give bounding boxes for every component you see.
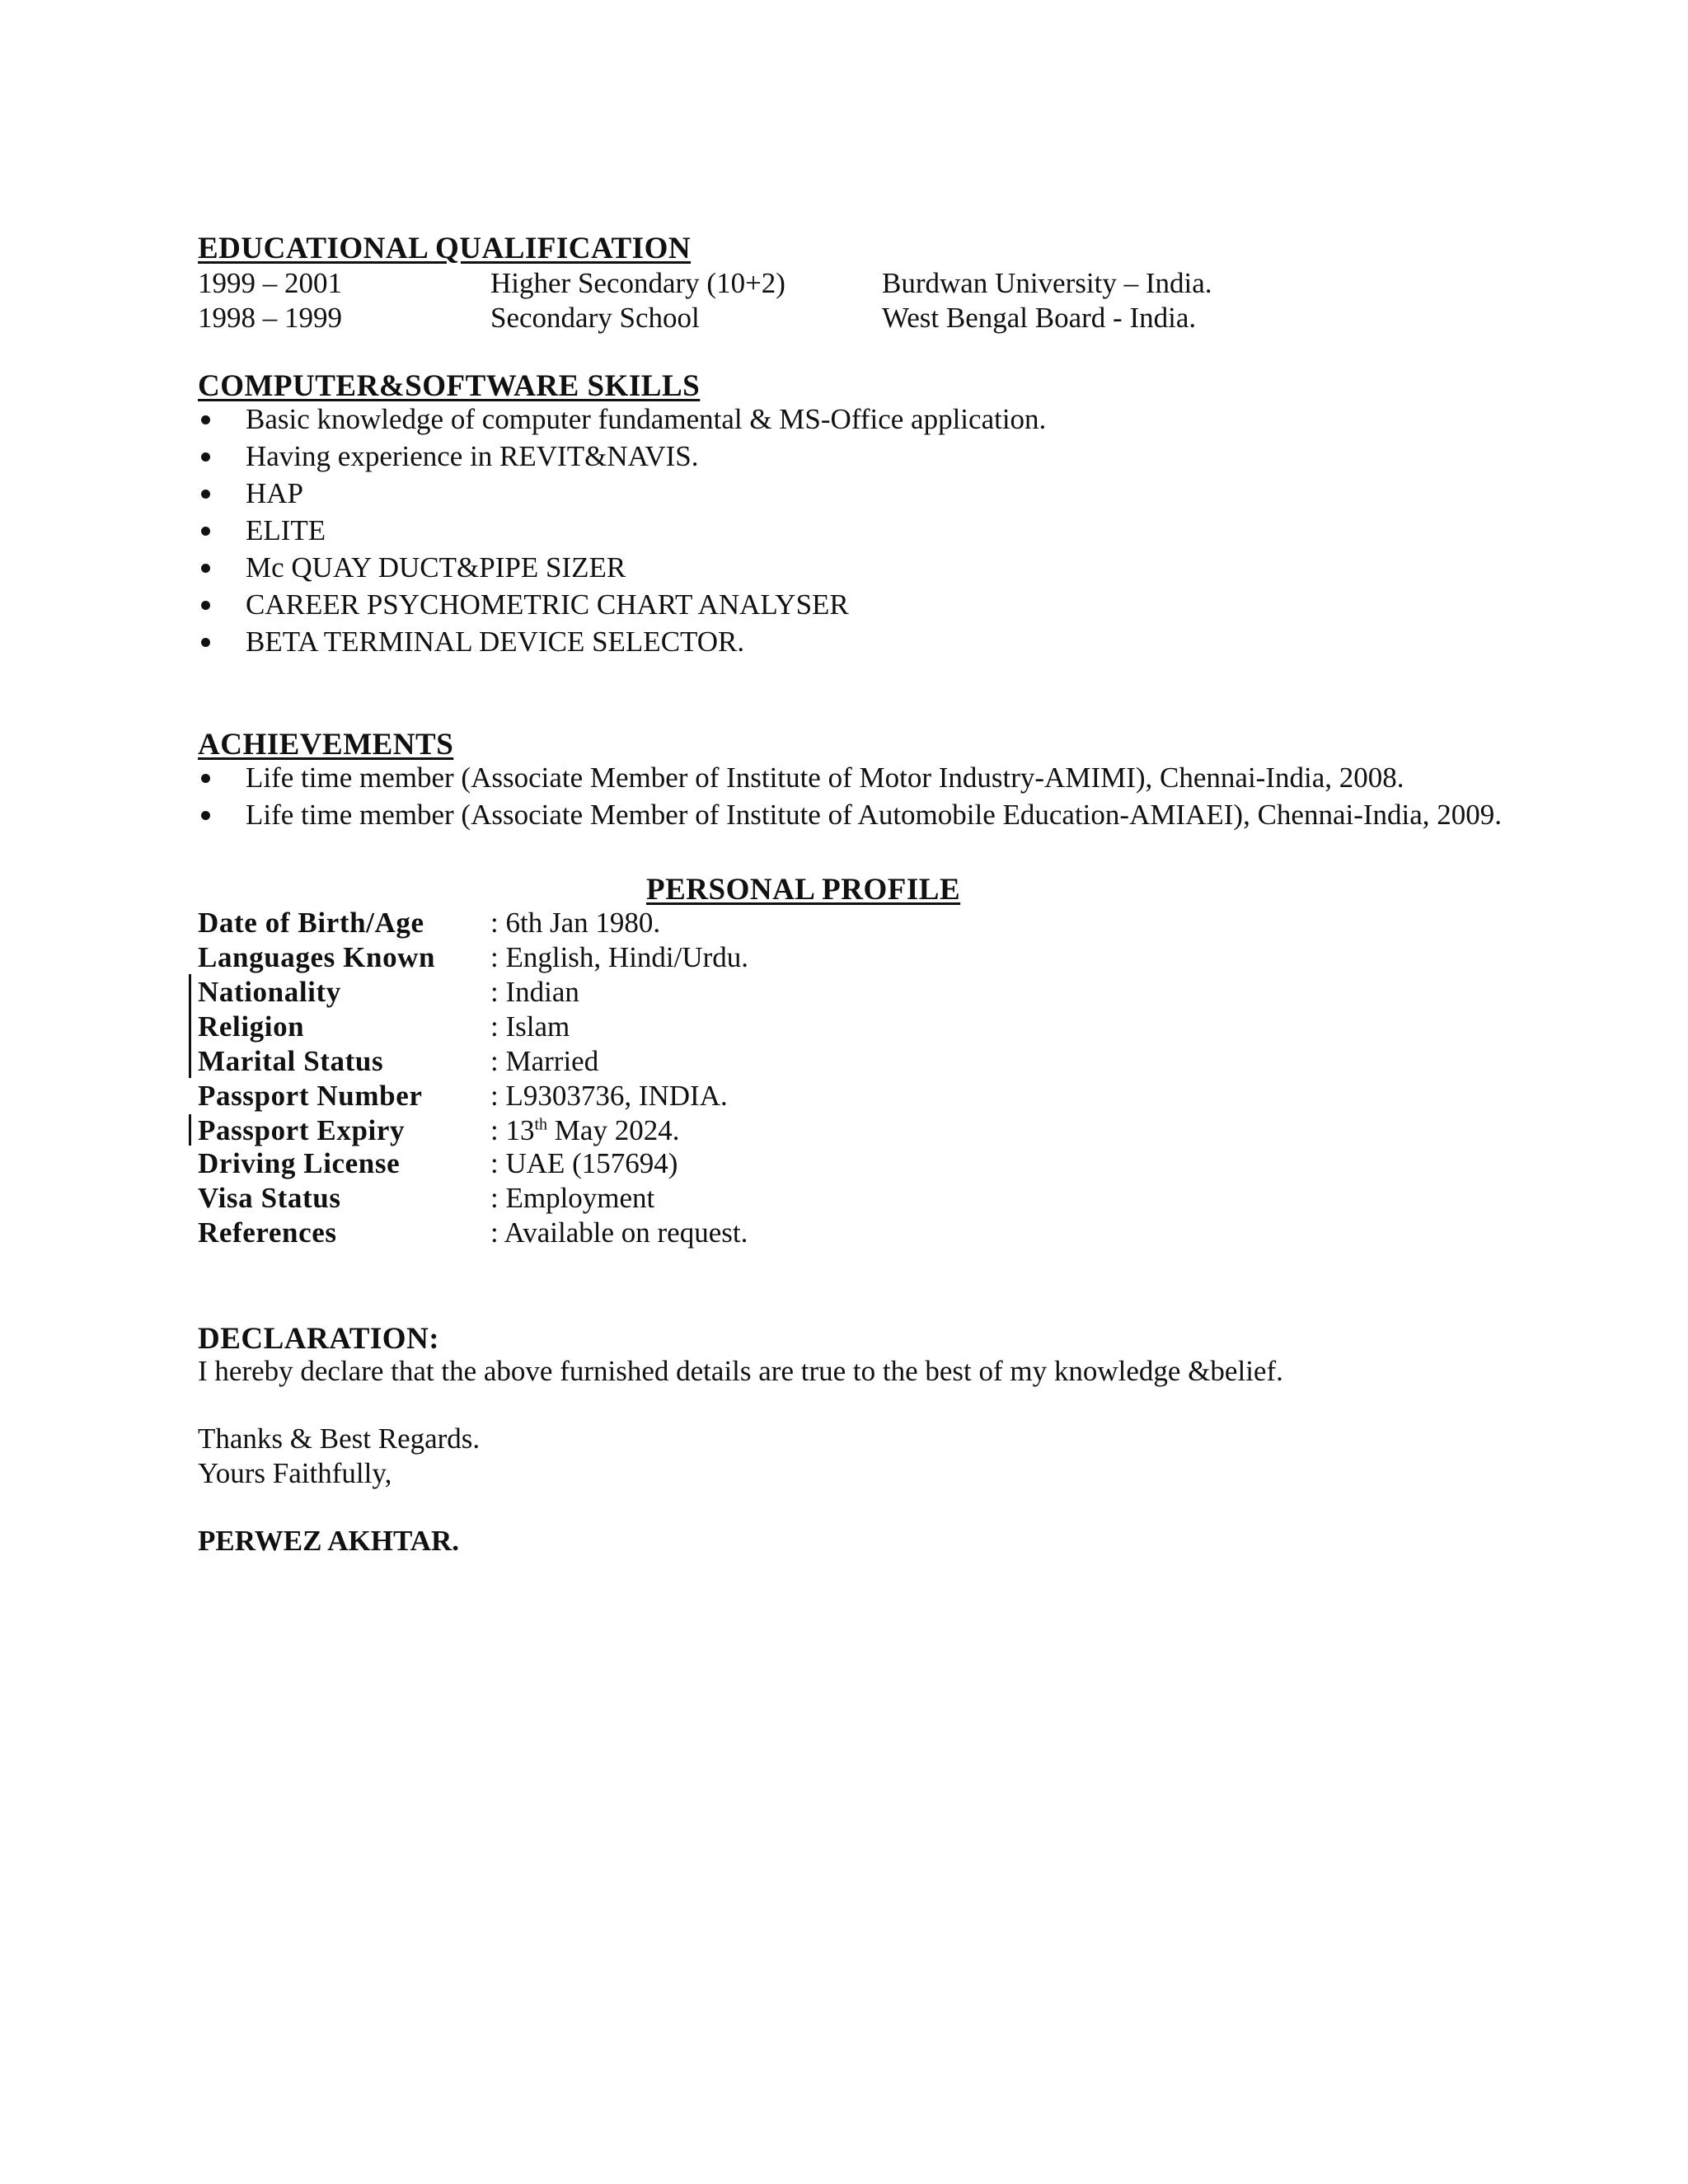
profile-label: Passport Expiry (198, 1114, 406, 1146)
profile-value: : Employment (490, 1182, 655, 1214)
profile-value: : L9303736, INDIA. (490, 1080, 728, 1112)
list-item: HAP (198, 475, 1046, 512)
education-heading: EDUCATIONAL QUALIFICATION (198, 232, 692, 265)
profile-label: Visa Status (198, 1182, 341, 1214)
list-item: Mc QUAY DUCT&PIPE SIZER (198, 549, 1046, 586)
profile-label: Driving License (198, 1147, 401, 1179)
margin-marker (189, 1114, 191, 1146)
education-institution: Burdwan University – India. (882, 267, 1212, 299)
profile-label: Date of Birth/Age (198, 907, 424, 939)
profile-value: : Indian (490, 976, 579, 1008)
signature-name: PERWEZ AKHTAR. (198, 1525, 460, 1557)
profile-label: References (198, 1216, 337, 1249)
list-item: Having experience in REVIT&NAVIS. (198, 438, 1046, 475)
list-item: BETA TERMINAL DEVICE SELECTOR. (198, 623, 1046, 660)
list-item: Life time member (Associate Member of Institute of Motor Industry-AMIMI), Chennai-India, 2008. (198, 759, 1508, 796)
achievements-list (198, 759, 1508, 833)
closing-regards: Thanks & Best Regards. (198, 1422, 481, 1455)
profile-value: : 6th Jan 1980. (490, 907, 661, 939)
profile-value: : English, Hindi/Urdu. (490, 941, 749, 973)
skills-list (198, 401, 1046, 660)
education-years: 1999 – 2001 (198, 267, 342, 299)
profile-value: : 13th May 2024. (490, 1114, 680, 1146)
achievements-heading: ACHIEVEMENTS (198, 728, 454, 762)
profile-label: Marital Status (198, 1045, 384, 1077)
profile-value: : Available on request. (490, 1216, 748, 1249)
profile-value: : UAE (157694) (490, 1147, 678, 1179)
education-years: 1998 – 1999 (198, 302, 342, 334)
skills-heading: COMPUTER&SOFTWARE SKILLS (198, 369, 701, 403)
education-course: Higher Secondary (10+2) (490, 267, 785, 299)
profile-label: Languages Known (198, 941, 436, 973)
declaration-text: I hereby declare that the above furnished details are true to the best of my knowledge &belief. (198, 1355, 1283, 1387)
education-course: Secondary School (490, 302, 700, 334)
profile-value: : Islam (490, 1010, 570, 1043)
closing-faithfully: Yours Faithfully, (198, 1457, 392, 1489)
profile-heading: PERSONAL PROFILE (646, 873, 961, 907)
profile-label: Passport Number (198, 1080, 423, 1112)
education-institution: West Bengal Board - India. (882, 302, 1197, 334)
margin-marker (189, 974, 191, 1078)
declaration-heading: DECLARATION: (198, 1322, 440, 1356)
list-item: CAREER PSYCHOMETRIC CHART ANALYSER (198, 586, 1046, 623)
profile-label: Religion (198, 1010, 305, 1043)
list-item: Life time member (Associate Member of Institute of Automobile Education-AMIAEI), Chennai-India, 2009. (198, 796, 1508, 833)
profile-label: Nationality (198, 976, 341, 1008)
list-item: Basic knowledge of computer fundamental & MS-Office application. (198, 401, 1046, 438)
profile-value: : Married (490, 1045, 599, 1077)
list-item: ELITE (198, 512, 1046, 549)
